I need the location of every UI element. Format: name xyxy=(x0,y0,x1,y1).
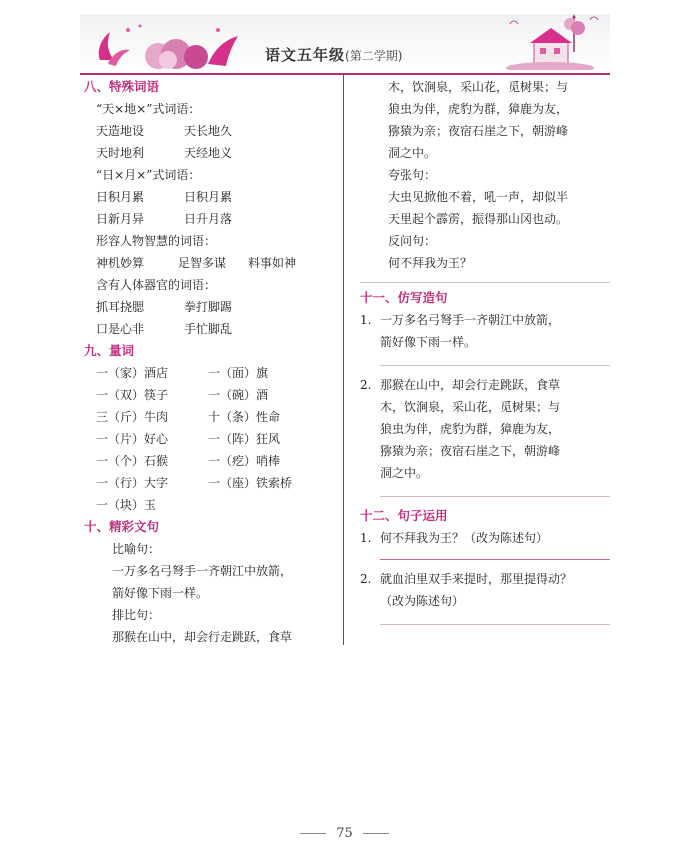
group-label: 形容人物智慧的词语： xyxy=(96,234,217,248)
measure-phrase: 一（片）好心 xyxy=(96,432,169,446)
sentence-text: 天里起个霹雳，振得那山冈也动。 xyxy=(388,212,569,226)
section-title-special-words: 八、特殊词语 xyxy=(84,79,160,94)
answer-line[interactable] xyxy=(380,365,610,366)
measure-phrase: 一（家）酒店 xyxy=(96,366,169,380)
item-text: 一万多名弓弩手一齐朝江中放箭， xyxy=(380,313,561,327)
measure-phrase: 一（面）旗 xyxy=(208,366,269,380)
measure-row xyxy=(84,494,339,516)
sentence-text: 大虫见掀他不着，吼一声，却似半 xyxy=(388,190,569,204)
page-number-value: 75 xyxy=(336,826,353,841)
sentence-text: 箭好像下雨一样。 xyxy=(112,586,209,600)
header-rule xyxy=(80,73,610,75)
measure-phrase: 一（碗）酒 xyxy=(208,388,269,402)
house-tree-decoration-icon xyxy=(500,12,610,70)
sentence-type-label: 比喻句： xyxy=(112,542,161,556)
exercise-item-1 xyxy=(360,527,610,549)
sentence-type-label: 排比句： xyxy=(112,608,161,622)
word-row xyxy=(84,296,339,318)
word-row xyxy=(84,186,339,208)
group-label: “日×月×”式词语： xyxy=(96,168,201,182)
word: 日积月累 xyxy=(96,190,145,204)
sentence-text: 猕猿为亲；夜宿石崖之下，朝游峰 xyxy=(388,124,569,138)
exercise-item-text xyxy=(360,440,610,462)
word: 日升月落 xyxy=(184,212,233,226)
item-number: 1. xyxy=(360,531,372,545)
exercise-item-text xyxy=(360,396,610,418)
column-divider xyxy=(343,75,344,645)
word-row xyxy=(84,252,339,274)
word: 神机妙算 xyxy=(96,256,145,270)
word: 天时地利 xyxy=(96,146,145,160)
word: 日新月异 xyxy=(96,212,145,226)
exercise-item-text xyxy=(360,462,610,484)
answer-line[interactable] xyxy=(380,559,610,560)
exercise-item-2 xyxy=(360,374,610,396)
section-rule xyxy=(360,282,610,283)
sentence-text: 洞之中。 xyxy=(388,146,437,160)
dash-left xyxy=(300,833,326,834)
word-row xyxy=(84,318,339,340)
measure-row xyxy=(84,362,339,384)
answer-line[interactable] xyxy=(380,496,610,497)
measure-phrase: 三（斤）牛肉 xyxy=(96,410,169,424)
group-label: 含有人体器官的词语： xyxy=(96,278,217,292)
flower-decoration-icon xyxy=(88,20,248,70)
dash-right xyxy=(363,833,389,834)
measure-phrase: 一（阵）狂风 xyxy=(208,432,281,446)
item-text: 箭好像下雨一样。 xyxy=(380,335,477,349)
word-row xyxy=(84,142,339,164)
left-column xyxy=(84,76,339,648)
word: 口是心非 xyxy=(96,322,145,336)
item-text: 木，饮涧泉，采山花，觅树果；与 xyxy=(380,400,561,414)
word-row xyxy=(84,208,339,230)
measure-phrase: 一（疙）哨棒 xyxy=(208,454,281,468)
word: 天造地设 xyxy=(96,124,145,138)
sentence-text: 木，饮涧泉，采山花，觅树果；与 xyxy=(388,80,569,94)
word: 日积月累 xyxy=(184,190,233,204)
group-label: “天×地×”式词语： xyxy=(96,102,201,116)
item-text: 狼虫为伴，虎豹为群，獐鹿为友， xyxy=(380,422,561,436)
measure-phrase: 一（行）大字 xyxy=(96,476,169,490)
measure-row xyxy=(84,450,339,472)
word: 天经地义 xyxy=(184,146,233,160)
item-text: 何不拜我为王？（改为陈述句） xyxy=(380,531,549,545)
right-column xyxy=(360,76,610,633)
page-header-title xyxy=(265,44,402,65)
section-title-sentence-use: 十二、句子运用 xyxy=(360,508,448,523)
sentence-type-label: 反问句： xyxy=(388,234,437,248)
item-number: 1. xyxy=(360,313,372,327)
item-text: 就血泊里双手来提时，那里提得动？ xyxy=(380,572,573,586)
section-title-imitation: 十一、仿写造句 xyxy=(360,290,448,305)
item-text: 猕猿为亲；夜宿石崖之下，朝游峰 xyxy=(380,444,561,458)
word: 拳打脚踢 xyxy=(184,300,233,314)
exercise-item-1 xyxy=(360,309,610,331)
sentence-type-label: 夸张句： xyxy=(388,168,437,182)
item-text: 洞之中。 xyxy=(380,466,429,480)
sentence-text: 狼虫为伴，虎豹为群，獐鹿为友， xyxy=(388,102,569,116)
item-text: （改为陈述句） xyxy=(380,594,465,608)
sentence-text: 一万多名弓弩手一齐朝江中放箭， xyxy=(112,564,293,578)
measure-row xyxy=(84,406,339,428)
measure-phrase: 十（条）性命 xyxy=(208,410,281,424)
measure-row xyxy=(84,384,339,406)
measure-row xyxy=(84,428,339,450)
word: 足智多谋 xyxy=(178,256,227,270)
book-title: 语文五年级 xyxy=(265,46,346,64)
sentence-text: 何不拜我为王？ xyxy=(388,256,473,270)
item-text: 那猴在山中，却会行走跳跃，食草 xyxy=(380,378,561,392)
exercise-item-text xyxy=(360,418,610,440)
word: 料事如神 xyxy=(248,256,297,270)
measure-phrase: 一（双）筷子 xyxy=(96,388,169,402)
exercise-item-text xyxy=(360,331,610,353)
measure-phrase: 一（座）铁索桥 xyxy=(208,476,293,490)
page-number xyxy=(0,826,689,841)
measure-row xyxy=(84,472,339,494)
item-number: 2. xyxy=(360,572,372,586)
word: 手忙脚乱 xyxy=(184,322,233,336)
word: 天长地久 xyxy=(184,124,233,138)
sentence-text: 那猴在山中，却会行走跳跃，食草 xyxy=(112,630,293,644)
word: 抓耳挠腮 xyxy=(96,300,145,314)
semester-label: (第二学期) xyxy=(345,49,403,63)
word-row xyxy=(84,120,339,142)
answer-line[interactable] xyxy=(380,624,610,625)
item-number: 2. xyxy=(360,378,372,392)
exercise-item-2 xyxy=(360,568,610,590)
measure-phrase: 一（块）玉 xyxy=(96,498,157,512)
measure-phrase: 一（个）石猴 xyxy=(96,454,169,468)
exercise-item-text xyxy=(360,590,610,612)
section-title-sentences: 十、精彩文句 xyxy=(84,519,160,534)
section-title-measure-words: 九、量词 xyxy=(84,343,135,358)
